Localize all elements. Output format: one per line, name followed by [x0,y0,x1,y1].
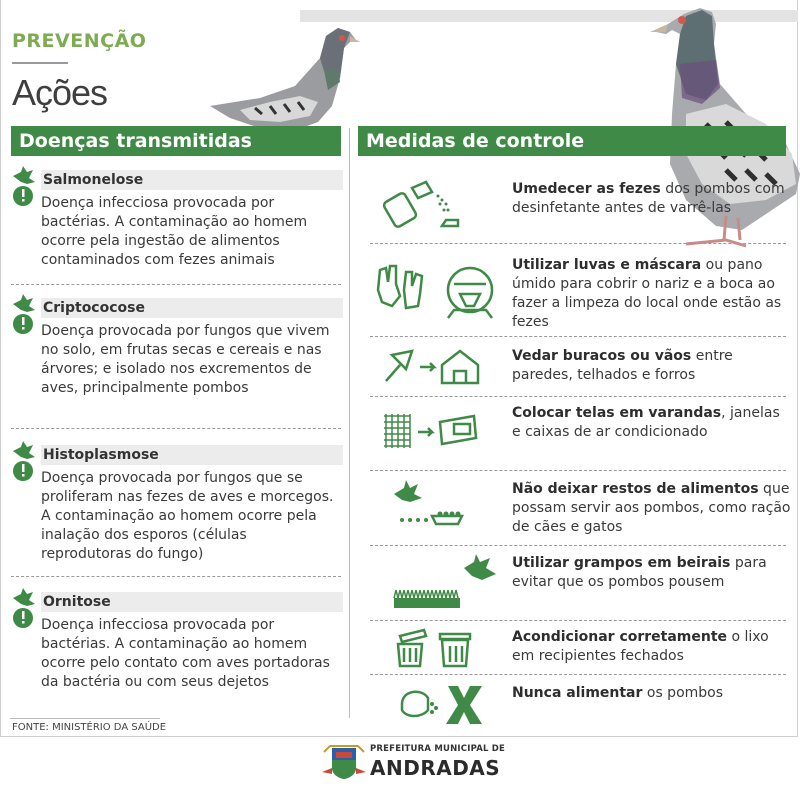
divider [370,620,786,621]
measure-text [512,404,792,442]
measure-rest: que possam servir aos pombos, como ração de cães e gatos [512,481,791,535]
source-note: FONTE: MINISTÉRIO DA SAÚDE [12,722,167,733]
measure-text [512,180,792,218]
measure-bold: Acondicionar corretamente [512,629,728,645]
page-title: Ações [12,72,108,113]
divider [11,284,341,285]
measure-rest: para evitar que os pombos pousem [512,555,767,590]
disease-description: Doença infecciosa provocada por bactérias. A contaminação ao homem ocorre pelo contato com aves portadoras da bactéria ou com seus dejetos [41,617,330,690]
measure-rest: entre paredes, telhados e forros [512,348,733,383]
screen-ac-icon [382,412,492,452]
measure-rest: o lixo em recipientes fechados [512,629,769,664]
gloves-mask-icon [374,260,504,322]
divider [370,470,786,471]
divider [370,396,786,397]
divider [370,336,786,337]
divider [11,428,341,429]
measure-text [512,684,792,703]
divider [370,674,786,675]
org-name-line2: ANDRADAS [370,756,501,780]
org-name-line1: PREFEITURA MUNICIPAL DE [370,744,506,754]
column-divider [349,128,350,718]
section-underline [12,62,68,64]
measure-bold: Utilizar luvas e máscara [512,257,702,273]
measure-bold: Não deixar restos de alimentos [512,481,759,497]
municipal-crest-logo [322,742,366,780]
measures-heading: Medidas de controle [358,126,786,156]
divider [370,545,786,546]
measure-text [512,347,792,385]
disease-name: Ornitose [41,592,343,612]
bird-warning-icon [11,588,39,630]
bird-food-icon [388,480,478,528]
spray-bottle-icon [382,180,472,230]
disease-name: Criptococose [41,298,343,318]
bird-warning-icon [11,294,39,336]
measure-bold: Utilizar grampos em beirais [512,555,731,571]
measure-bold: Umedecer as fezes [512,181,661,197]
measure-bold: Vedar buracos ou vãos [512,348,692,364]
measure-rest: ou pano úmido para cobrir o nariz e a boca ao fazer a limpeza do local onde estão as fezes [512,257,782,330]
section-label: PREVENÇÃO [12,30,147,52]
bird-warning-icon [11,441,39,483]
disease-name: Salmonelose [41,170,343,190]
divider [11,576,341,577]
measure-text [512,628,792,666]
diseases-heading: Doenças transmitidas [11,126,341,156]
measure-rest: dos pombos com desinfetante antes de varrê-las [512,181,785,216]
no-feeding-icon [398,684,488,726]
divider [370,243,786,244]
measure-text [512,480,792,537]
source-divider [10,718,160,719]
spikes-bird-icon [392,554,502,612]
trowel-house-icon [382,347,492,387]
disease-description: Doença provocada por fungos que se proliferam nas fezes de aves e morcegos. A contaminação ao homem ocorre pela inalação dos esporos (células reprodutoras do fungo) [41,470,334,562]
measure-rest: , janelas e caixas de ar condicionado [512,405,780,440]
trash-bins-icon [394,628,484,668]
bird-warning-icon [11,166,39,208]
disease-description: Doença infecciosa provocada por bactérias. A contaminação ao homem ocorre pela ingestão de alimentos contaminados com fezes animais [41,195,308,268]
measure-rest: os pombos [642,685,724,701]
measure-text [512,256,792,332]
measure-bold: Nunca alimentar [512,685,643,701]
measure-text [512,554,792,592]
disease-description: Doença provocada por fungos que vivem no solo, em frutas secas e cereais e nas árvores; e isolado nos excrementos de aves, principalmente pombos [41,323,330,396]
measure-bold: Colocar telas em varandas [512,405,722,421]
disease-name: Histoplasmose [41,445,343,465]
